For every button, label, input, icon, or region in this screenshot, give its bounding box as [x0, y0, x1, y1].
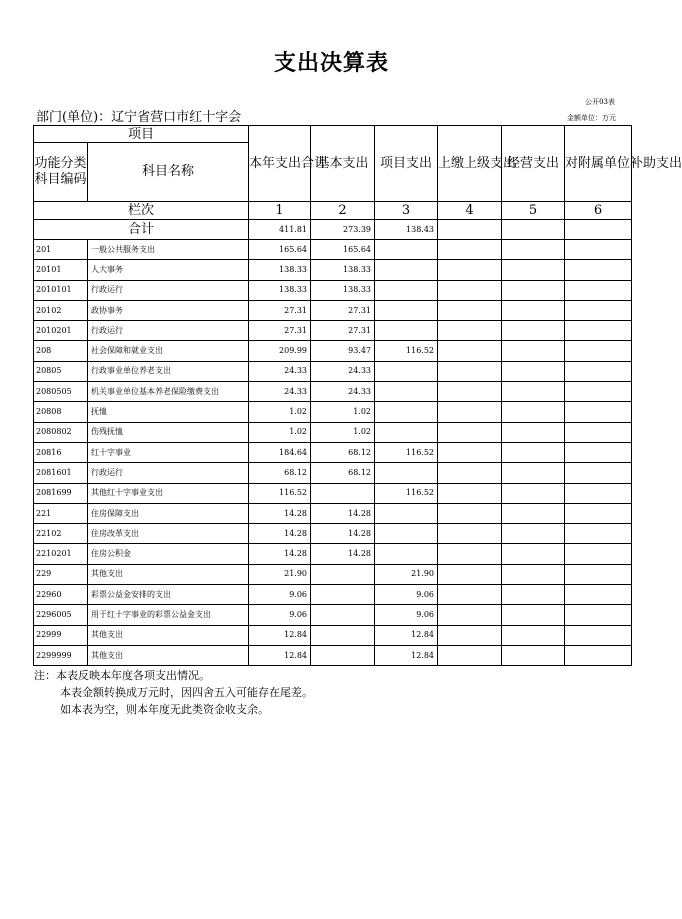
table-row: [34, 645, 632, 665]
amount-cell: [438, 442, 502, 462]
amount-cell: 14.28: [249, 524, 311, 544]
table-row: [34, 483, 632, 503]
subject-code: 22960: [34, 585, 88, 605]
amount-cell: 27.31: [249, 300, 311, 320]
amount-cell: [438, 524, 502, 544]
amount-cell: [438, 645, 502, 665]
amount-cell: [565, 442, 632, 462]
amount-cell: [565, 422, 632, 442]
amount-cell: [502, 280, 565, 300]
amount-cell: [438, 240, 502, 260]
amount-cell: [311, 564, 375, 584]
expenditure-table: [33, 125, 682, 666]
column-index: 6: [565, 202, 632, 220]
subject-code: 2210201: [34, 544, 88, 564]
amount-cell: [502, 321, 565, 341]
table-row: [34, 503, 632, 523]
column-index: 4: [438, 202, 502, 220]
table-row: [34, 402, 632, 422]
amount-cell: [375, 544, 438, 564]
column-index: 5: [502, 202, 565, 220]
header-row-index: 栏次: [34, 202, 249, 220]
notes: [34, 667, 313, 718]
amount-cell: [438, 321, 502, 341]
amount-cell: [565, 300, 632, 320]
subject-code: 20805: [34, 361, 88, 381]
amount-cell: 24.33: [311, 382, 375, 402]
subject-code: 20101: [34, 260, 88, 280]
amount-cell: [438, 260, 502, 280]
amount-cell: [565, 605, 632, 625]
subject-name: 住房保障支出: [88, 503, 249, 523]
subject-name: 行政运行: [88, 463, 249, 483]
subject-name: 伤残抚恤: [88, 422, 249, 442]
amount-cell: 9.06: [249, 605, 311, 625]
amount-cell: [438, 503, 502, 523]
amount-cell: [375, 240, 438, 260]
subject-name: 抚恤: [88, 402, 249, 422]
amount-cell: [565, 240, 632, 260]
table-row: [34, 321, 632, 341]
amount-cell: 68.12: [249, 463, 311, 483]
table-row: [34, 382, 632, 402]
subject-name: 住房改革支出: [88, 524, 249, 544]
amount-cell: 165.64: [311, 240, 375, 260]
column-index: 3: [375, 202, 438, 220]
amount-cell: [565, 544, 632, 564]
header-subsidy-expenditure: 对附属单位补助支出: [565, 126, 632, 202]
amount-cell: 1.02: [249, 422, 311, 442]
amount-cell: 138.33: [311, 280, 375, 300]
amount-cell: 209.99: [249, 341, 311, 361]
subject-name: 其他红十字事业支出: [88, 483, 249, 503]
amount-cell: [502, 341, 565, 361]
amount-cell: [375, 321, 438, 341]
amount-cell: [565, 645, 632, 665]
table-row: [34, 260, 632, 280]
table-row: [34, 442, 632, 462]
amount-cell: [438, 483, 502, 503]
subject-code: 22999: [34, 625, 88, 645]
subject-code: 2081601: [34, 463, 88, 483]
amount-cell: [311, 645, 375, 665]
amount-cell: 138.33: [249, 280, 311, 300]
subject-name: 其他支出: [88, 645, 249, 665]
amount-cell: 24.33: [249, 382, 311, 402]
total-value: 273.39: [311, 220, 375, 240]
amount-cell: [375, 422, 438, 442]
amount-cell: 12.84: [375, 645, 438, 665]
department-label: 部门(单位)：辽宁省营口市红十字会: [36, 110, 242, 125]
subject-code: 22102: [34, 524, 88, 544]
total-value: 411.81: [249, 220, 311, 240]
amount-cell: [502, 483, 565, 503]
amount-cell: 9.06: [375, 585, 438, 605]
total-value: 138.43: [375, 220, 438, 240]
amount-cell: 24.33: [249, 361, 311, 381]
subject-code: 2296005: [34, 605, 88, 625]
amount-cell: [502, 382, 565, 402]
subject-name: 人大事务: [88, 260, 249, 280]
header-upper-payment: 上缴上级支出: [438, 126, 502, 202]
header-function-code: 功能分类科目编码: [34, 143, 88, 202]
subject-code: 221: [34, 503, 88, 523]
amount-cell: 21.90: [375, 564, 438, 584]
amount-cell: 184.64: [249, 442, 311, 462]
amount-cell: 138.33: [311, 260, 375, 280]
amount-cell: [438, 544, 502, 564]
table-row: [34, 240, 632, 260]
amount-cell: [438, 625, 502, 645]
subject-name: 红十字事业: [88, 442, 249, 462]
note-line: 本表金额转换成万元时，因四舍五入可能存在尾差。: [60, 686, 313, 699]
total-label: 合计: [34, 220, 249, 240]
subject-code: 201: [34, 240, 88, 260]
table-row: [34, 544, 632, 564]
amount-cell: 14.28: [311, 544, 375, 564]
amount-cell: [438, 422, 502, 442]
table-row: [34, 605, 632, 625]
amount-cell: [565, 402, 632, 422]
table-row: [34, 625, 632, 645]
amount-cell: [565, 625, 632, 645]
amount-cell: 165.64: [249, 240, 311, 260]
subject-name: 机关事业单位基本养老保险缴费支出: [88, 382, 249, 402]
column-index: 1: [249, 202, 311, 220]
amount-cell: [438, 402, 502, 422]
amount-cell: [502, 625, 565, 645]
amount-cell: [565, 483, 632, 503]
amount-cell: 12.84: [249, 625, 311, 645]
total-value: [565, 220, 632, 240]
amount-cell: [438, 361, 502, 381]
header-subject-name: 科目名称: [88, 143, 249, 202]
amount-cell: [502, 422, 565, 442]
amount-cell: 93.47: [311, 341, 375, 361]
subject-code: 2080802: [34, 422, 88, 442]
subject-name: 其他支出: [88, 564, 249, 584]
subject-name: 社会保障和就业支出: [88, 341, 249, 361]
subject-code: 208: [34, 341, 88, 361]
table-row: [34, 341, 632, 361]
table-row: [34, 564, 632, 584]
amount-cell: [565, 503, 632, 523]
header-basic-expenditure: 基本支出: [311, 126, 375, 202]
amount-cell: [502, 260, 565, 280]
header-total-expenditure: 本年支出合计: [249, 126, 311, 202]
amount-cell: 27.31: [249, 321, 311, 341]
subject-code: 2010101: [34, 280, 88, 300]
amount-cell: [375, 382, 438, 402]
amount-cell: 14.28: [311, 524, 375, 544]
amount-cell: [565, 382, 632, 402]
amount-cell: [565, 341, 632, 361]
subject-code: 229: [34, 564, 88, 584]
amount-cell: [375, 260, 438, 280]
amount-cell: 116.52: [375, 483, 438, 503]
header-project-expenditure: 项目支出: [375, 126, 438, 202]
table-row: [34, 280, 632, 300]
subject-name: 行政运行: [88, 321, 249, 341]
amount-cell: [502, 442, 565, 462]
amount-cell: [311, 625, 375, 645]
amount-cell: [565, 361, 632, 381]
amount-cell: [502, 524, 565, 544]
table-row: [34, 585, 632, 605]
note-line: 注：本表反映本年度各项支出情况。: [34, 669, 210, 682]
subject-name: 政协事务: [88, 300, 249, 320]
subject-name: 其他支出: [88, 625, 249, 645]
subject-code: 2299999: [34, 645, 88, 665]
amount-cell: 116.52: [249, 483, 311, 503]
amount-cell: 24.33: [311, 361, 375, 381]
subject-code: 2080505: [34, 382, 88, 402]
amount-cell: [565, 585, 632, 605]
amount-cell: 27.31: [311, 321, 375, 341]
table-row: [34, 300, 632, 320]
amount-cell: 1.02: [249, 402, 311, 422]
amount-cell: [438, 382, 502, 402]
amount-cell: [502, 463, 565, 483]
amount-cell: [375, 280, 438, 300]
amount-cell: [502, 240, 565, 260]
amount-cell: 138.33: [249, 260, 311, 280]
amount-cell: [375, 524, 438, 544]
amount-cell: [311, 483, 375, 503]
amount-cell: [438, 300, 502, 320]
amount-cell: [375, 361, 438, 381]
amount-unit-label: 金额单位：万元: [567, 114, 616, 122]
amount-cell: 1.02: [311, 422, 375, 442]
amount-cell: [502, 402, 565, 422]
amount-cell: 9.06: [249, 585, 311, 605]
amount-cell: [438, 605, 502, 625]
form-number: 公开03表: [585, 98, 615, 106]
page-title: 支出决算表: [273, 50, 389, 76]
amount-cell: [502, 605, 565, 625]
total-value: [438, 220, 502, 240]
amount-cell: [565, 260, 632, 280]
amount-cell: [502, 361, 565, 381]
amount-cell: [311, 585, 375, 605]
amount-cell: [502, 503, 565, 523]
amount-cell: 27.31: [311, 300, 375, 320]
amount-cell: 9.06: [375, 605, 438, 625]
amount-cell: [375, 402, 438, 422]
amount-cell: [502, 645, 565, 665]
amount-cell: [502, 585, 565, 605]
amount-cell: 14.28: [311, 503, 375, 523]
amount-cell: [565, 524, 632, 544]
amount-cell: [438, 341, 502, 361]
table-row: [34, 524, 632, 544]
amount-cell: [502, 544, 565, 564]
amount-cell: [438, 585, 502, 605]
subject-name: 彩票公益金安排的支出: [88, 585, 249, 605]
subject-name: 行政运行: [88, 280, 249, 300]
amount-cell: [565, 564, 632, 584]
total-value: [502, 220, 565, 240]
amount-cell: [438, 280, 502, 300]
amount-cell: [375, 463, 438, 483]
total-row: [34, 220, 632, 240]
subject-name: 住房公积金: [88, 544, 249, 564]
amount-cell: 1.02: [311, 402, 375, 422]
note-line: 如本表为空，则本年度无此类资金收支余。: [60, 703, 269, 716]
table-row: [34, 463, 632, 483]
amount-cell: [565, 280, 632, 300]
header-project: 项目: [34, 126, 249, 143]
subject-code: 2010201: [34, 321, 88, 341]
amount-cell: [311, 605, 375, 625]
subject-code: 20816: [34, 442, 88, 462]
amount-cell: [502, 300, 565, 320]
column-index: 2: [311, 202, 375, 220]
subject-code: 2081699: [34, 483, 88, 503]
amount-cell: 12.84: [249, 645, 311, 665]
amount-cell: [375, 300, 438, 320]
amount-cell: 14.28: [249, 503, 311, 523]
amount-cell: 14.28: [249, 544, 311, 564]
amount-cell: [375, 503, 438, 523]
subject-code: 20808: [34, 402, 88, 422]
subject-name: 用于红十字事业的彩票公益金支出: [88, 605, 249, 625]
amount-cell: 12.84: [375, 625, 438, 645]
amount-cell: 68.12: [311, 463, 375, 483]
subject-name: 一般公共服务支出: [88, 240, 249, 260]
amount-cell: [565, 321, 632, 341]
amount-cell: 116.52: [375, 341, 438, 361]
subject-code: 20102: [34, 300, 88, 320]
table-row: [34, 361, 632, 381]
amount-cell: [565, 463, 632, 483]
table-row: [34, 422, 632, 442]
amount-cell: [438, 564, 502, 584]
amount-cell: [438, 463, 502, 483]
amount-cell: [502, 564, 565, 584]
amount-cell: 116.52: [375, 442, 438, 462]
header-business-expenditure: 经营支出: [502, 126, 565, 202]
amount-cell: 21.90: [249, 564, 311, 584]
subject-name: 行政事业单位养老支出: [88, 361, 249, 381]
amount-cell: 68.12: [311, 442, 375, 462]
